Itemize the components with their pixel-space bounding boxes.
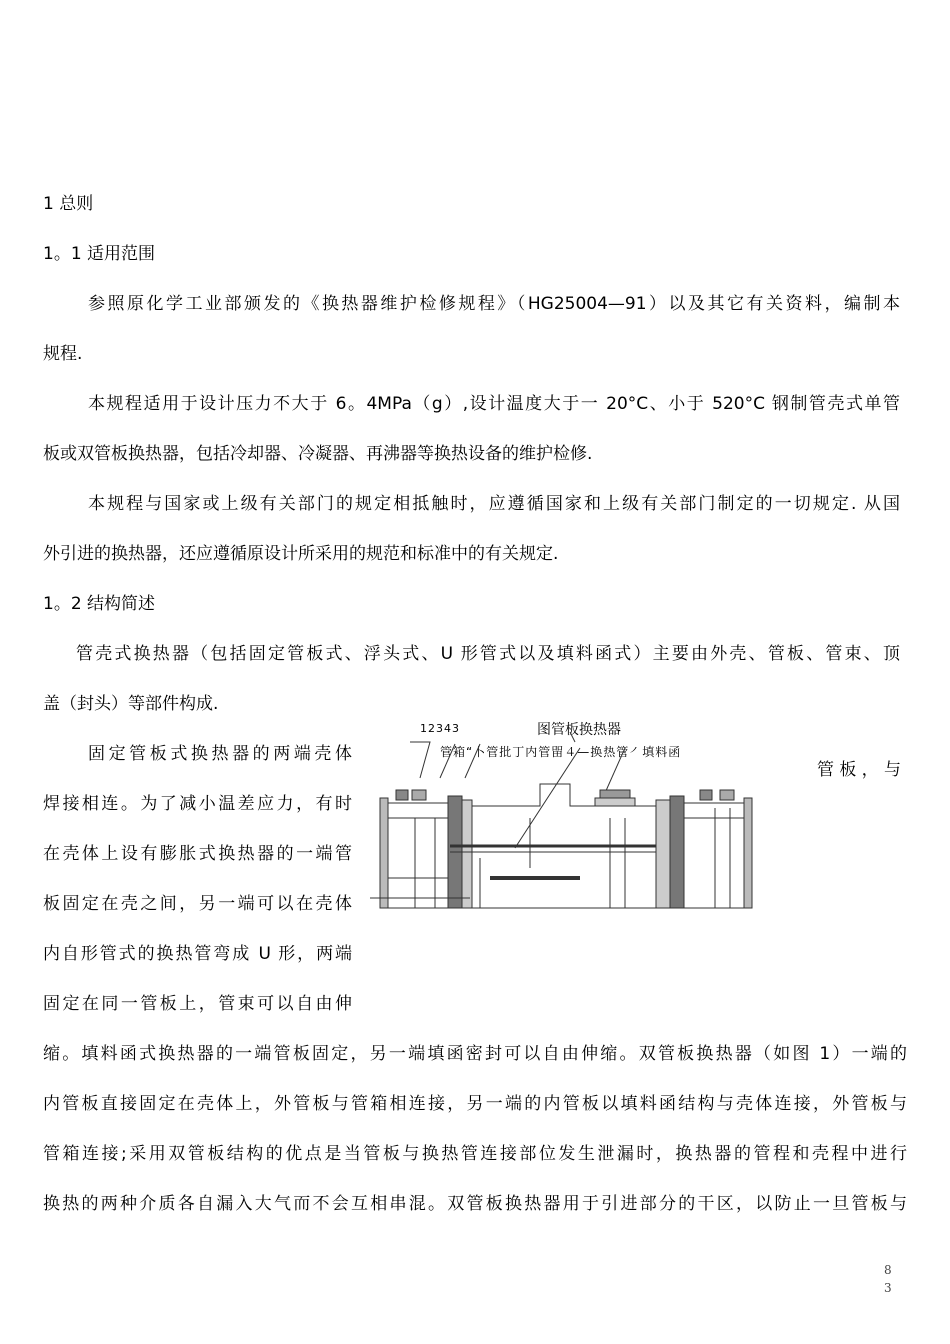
paragraph-line: 管壳式换热器（包括固定管板式、浮头式、U 形管式以及填料函式）主要由外壳、管板、管束、顶 (76, 644, 900, 664)
left-column-line: 内自形管式的换热管弯成 U 形，两端 (43, 944, 352, 964)
right-fragment: 管板，与 (817, 760, 901, 780)
page-number: 8 (884, 1263, 892, 1277)
left-column-line: 焊接相连。为了减小温差应力，有时 (43, 794, 352, 814)
page-number: 3 (884, 1281, 892, 1295)
fig-labels: 管箱“卜管批丁内管㽞４—换热管㇒填料函 (440, 745, 682, 759)
paragraph-line: 缩。填料函式换热器的一端管板固定，另一端填函密封可以自由伸缩。双管板换热器（如图 1）一端的 (43, 1044, 907, 1064)
left-column-line: 板固定在壳之间，另一端可以在壳体 (43, 894, 352, 914)
paragraph-line: 管箱连接;采用双管板结构的优点是当管板与换热管连接部位发生泄漏时，换热器的管程和壳程中进行 (43, 1144, 907, 1164)
heat-exchanger-figure (370, 718, 770, 918)
paragraph-line: 规程. (43, 344, 83, 364)
section-heading: 1 总则 (43, 194, 94, 214)
left-column-line: 固定在同一管板上，管束可以自由伸 (43, 994, 352, 1014)
subsection-heading: 1。2 结构简述 (43, 594, 156, 614)
fig-numbers: 12343 (420, 722, 460, 735)
paragraph-line: 本规程适用于设计压力不大于 6。4MPa（g）,设计温度大于一 20°C、小于 520°C 钢制管壳式单管 (88, 394, 900, 414)
subsection-heading: 1。1 适用范围 (43, 244, 156, 264)
paragraph-line: 板或双管板换热器，包括冷却器、冷凝器、再沸器等换热设备的维护检修. (43, 444, 593, 464)
paragraph-line: 盖（封头）等部件构成. (43, 694, 219, 714)
paragraph-line: 参照原化学工业部颁发的《换热器维护检修规程》（HG25004—91）以及其它有关资料，编制本 (88, 294, 900, 314)
left-column-line: 在壳体上设有膨胀式换热器的一端管 (43, 844, 352, 864)
paragraph-line: 外引进的换热器，还应遵循原设计所采用的规范和标准中的有关规定. (43, 544, 559, 564)
left-column-line: 固定管板式换热器的两端壳体 (88, 744, 352, 764)
figure-caption: 图管板换热器 (537, 722, 621, 738)
paragraph-line: 内管板直接固定在壳体上，外管板与管箱相连接，另一端的内管板以填料函结构与壳体连接，外管板与 (43, 1094, 907, 1114)
paragraph-line: 本规程与国家或上级有关部门的规定相抵触时，应遵循国家和上级有关部门制定的一切规定. 从国 (88, 494, 900, 514)
paragraph-line: 换热的两种介质各自漏入大气而不会互相串混。双管板换热器用于引进部分的干区，以防止一旦管板与 (43, 1194, 907, 1214)
